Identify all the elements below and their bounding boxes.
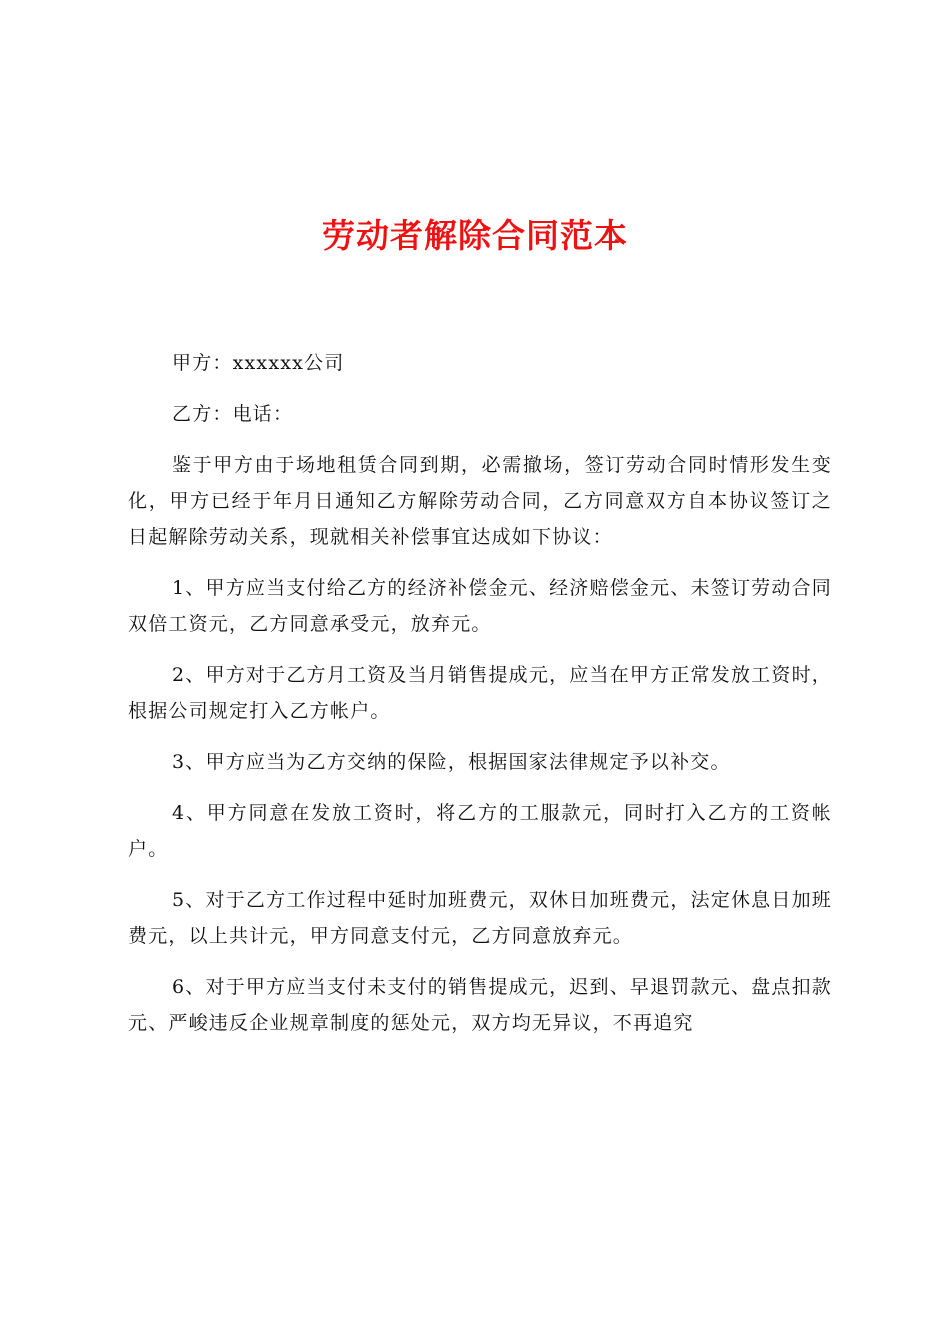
preamble-paragraph: 鉴于甲方由于场地租赁合同到期，必需撤场，签订劳动合同时情形发生变化，甲方已经于年月日通知乙方解除劳动合同，乙方同意双方自本协议签订之日起解除劳动关系，现就相关补偿事宜达成如下协议：	[128, 454, 832, 548]
party-a-line: 甲方：xxxxxx公司	[172, 352, 345, 374]
party-b-line: 乙方：电话：	[172, 403, 294, 425]
clause-6: 6、对于甲方应当支付未支付的销售提成元，迟到、早退罚款元、盘点扣款元、严峻违反企业规章制度的惩处元，双方均无异议，不再追究	[128, 976, 832, 1034]
clause-2: 2、甲方对于乙方月工资及当月销售提成元，应当在甲方正常发放工资时，根据公司规定打入乙方帐户。	[128, 664, 832, 722]
clause-5: 5、对于乙方工作过程中延时加班费元，双休日加班费元，法定休息日加班费元，以上共计元，甲方同意支付元，乙方同意放弃元。	[128, 889, 832, 947]
clause-4: 4、甲方同意在发放工资时，将乙方的工服款元，同时打入乙方的工资帐户。	[128, 802, 832, 860]
clause-1: 1、甲方应当支付给乙方的经济补偿金元、经济赔偿金元、未签订劳动合同双倍工资元，乙方同意承受元，放弃元。	[128, 577, 832, 635]
clause-3: 3、甲方应当为乙方交纳的保险，根据国家法律规定予以补交。	[172, 751, 731, 773]
document-body	[128, 345, 832, 1056]
document-title: 劳动者解除合同范本	[322, 216, 628, 255]
